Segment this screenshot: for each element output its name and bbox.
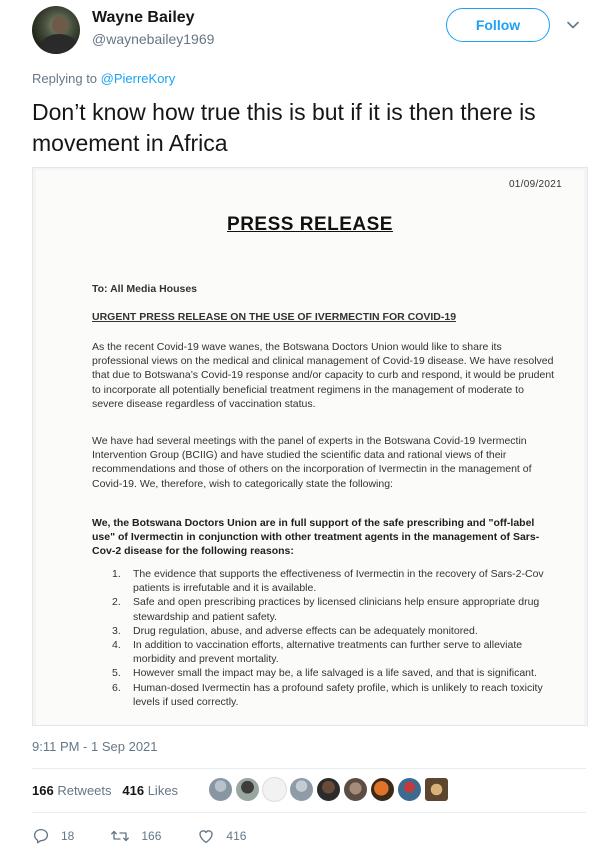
- liker-avatar[interactable]: [343, 777, 368, 802]
- reply-count: 18: [61, 829, 75, 843]
- likes-stat[interactable]: 416 Likes: [122, 783, 179, 798]
- document-paragraph-2: We have had several meetings with the panel of experts in the Botswana Covid-19 Ivermectin Intervention Group (BCIIG) and have studied the scientific data and rational views of their recommendations and those of others on the incorporation of Ivermectin in the management of Covid-19. We, therefore, wish to categorically state the following:: [92, 435, 532, 490]
- document-subject: URGENT PRESS RELEASE ON THE USE OF IVERMECTIN FOR COVID-19: [92, 311, 457, 323]
- divider: [32, 768, 586, 769]
- follow-button[interactable]: Follow: [446, 8, 550, 42]
- list-item: 6. Human-dosed Ivermectin has a profound safety profile, which is unlikely to reach toxicity levels if used correctly.: [112, 681, 543, 708]
- replying-to: [32, 71, 175, 86]
- divider: [32, 812, 586, 813]
- reply-mention-link[interactable]: @PierreKory: [100, 71, 176, 86]
- liker-avatar[interactable]: [424, 777, 449, 802]
- tweet-text: Don’t know how true this is but if it is then there is movement in Africa: [32, 99, 536, 156]
- likers-avatars: [208, 777, 449, 803]
- replying-prefix: Replying to: [32, 71, 101, 86]
- reply-button[interactable]: [32, 827, 74, 845]
- display-name[interactable]: Wayne Bailey: [92, 9, 195, 26]
- liker-avatar[interactable]: [262, 777, 287, 802]
- engagement-stats: [32, 783, 178, 798]
- list-item: 1. The evidence that supports the effectiveness of Ivermectin in the recovery of Sars-2-Cov patients is irrefutable and it is available.: [112, 568, 544, 595]
- tweet-timestamp[interactable]: 9:11 PM - 1 Sep 2021: [32, 739, 158, 754]
- list-item: 4. In addition to vaccination efforts, alternative treatments can further serve to alleviate morbidity and prevent mortality.: [112, 639, 523, 666]
- liker-avatar[interactable]: [370, 777, 395, 802]
- retweet-button[interactable]: [110, 827, 161, 845]
- tweet-media-image[interactable]: [32, 167, 588, 726]
- document-paragraph-1: As the recent Covid-19 wave wanes, the Botswana Doctors Union would like to share its professional views on the medical and clinical management of Covid-19 disease. We have resolved that due to Botswana’s Covid-19 response and/or capacity to curb and respond, it would be prudent to incorporate all potentially beneficial treatment regimens in the management of moderate to severe disease regardless of vaccination status.: [92, 341, 555, 410]
- retweets-stat[interactable]: 166 Retweets: [32, 783, 112, 798]
- avatar[interactable]: [32, 6, 80, 54]
- liker-avatar[interactable]: [208, 777, 233, 802]
- liker-avatar[interactable]: [235, 777, 260, 802]
- like-button[interactable]: [197, 827, 246, 845]
- retweet-icon: [110, 827, 130, 845]
- document-title: PRESS RELEASE: [227, 214, 393, 235]
- press-release-document: [36, 170, 584, 726]
- heart-icon: [197, 827, 215, 845]
- document-date: 01/09/2021: [508, 179, 562, 190]
- reply-icon: [32, 827, 50, 845]
- list-item: 3. Drug regulation, abuse, and adverse effects can be adequately monitored.: [112, 624, 478, 637]
- document-recipient: To: All Media Houses: [92, 283, 198, 295]
- document-statement: We, the Botswana Doctors Union are in full support of the safe prescribing and "off-label use" of Ivermectin in conjunction with other treatment agents in the management of Sars-Cov-2 disease for the following reasons:: [92, 517, 540, 558]
- retweet-count: 166: [141, 829, 162, 843]
- liker-avatar[interactable]: [316, 777, 341, 802]
- tweet-actions: [32, 827, 282, 845]
- list-item: 2. Safe and open prescribing practices by licensed clinicians help ensure appropriate drug stewardship and patient safety.: [112, 596, 540, 623]
- chevron-down-icon[interactable]: [566, 18, 580, 32]
- liker-avatar[interactable]: [397, 777, 422, 802]
- list-item: 5. However small the impact may be, a life salvaged is a life saved, and that is significant.: [112, 667, 537, 680]
- like-count: 416: [226, 829, 247, 843]
- reasons-list: [112, 567, 562, 709]
- liker-avatar[interactable]: [289, 777, 314, 802]
- user-handle[interactable]: @waynebailey1969: [92, 31, 215, 47]
